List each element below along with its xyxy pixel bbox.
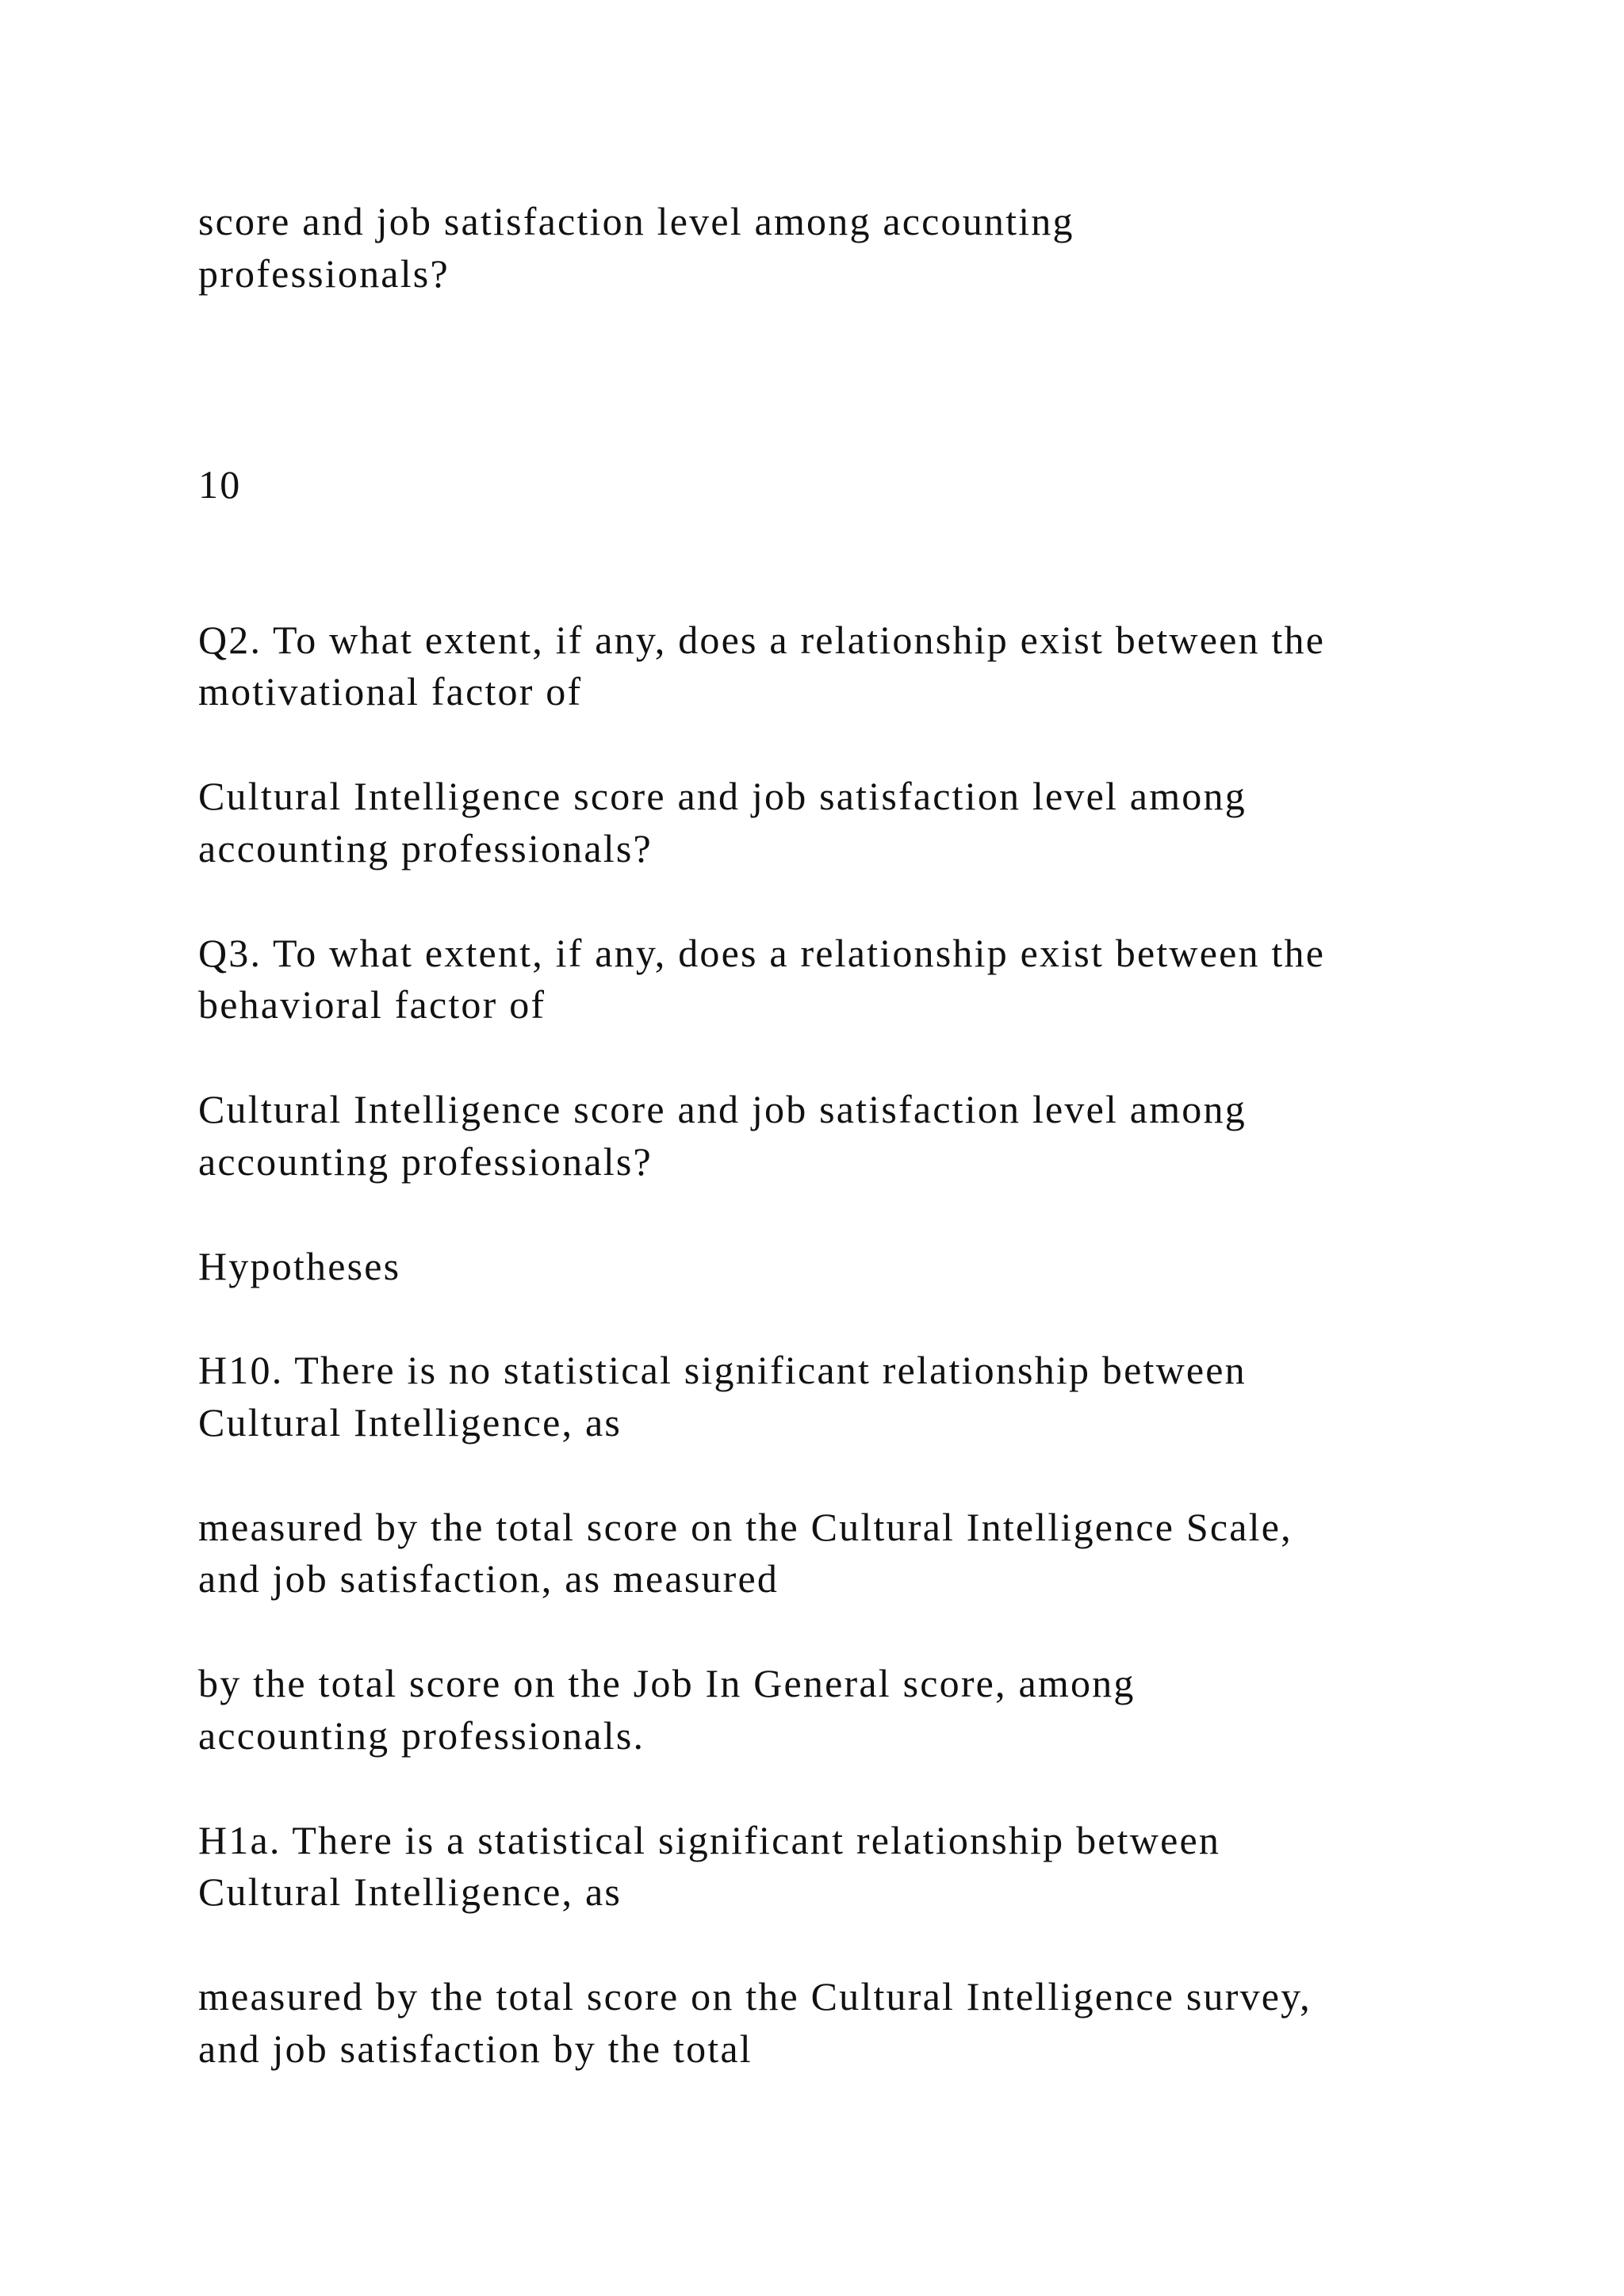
hypothesis-h1a-line-2: Cultural Intelligence, as	[198, 1869, 622, 1914]
question-q3-line-4: accounting professionals?	[198, 1139, 653, 1184]
section-heading-hypotheses: Hypotheses	[198, 1244, 401, 1288]
question-q3-line-2: behavioral factor of	[198, 982, 546, 1027]
hypothesis-h10-line-6: accounting professionals.	[198, 1713, 645, 1758]
hypothesis-h10-line-5: by the total score on the Job In General score, among	[198, 1661, 1136, 1705]
question-q3-line-1: Q3. To what extent, if any, does a relationship exist between the	[198, 931, 1326, 975]
hypothesis-h1a-line-3: measured by the total score on the Cultural Intelligence survey,	[198, 1974, 1312, 2019]
page-number: 10	[198, 462, 242, 507]
hypothesis-h10-line-2: Cultural Intelligence, as	[198, 1400, 622, 1445]
question-q2-line-1: Q2. To what extent, if any, does a relationship exist between the	[198, 618, 1326, 662]
hypothesis-h1a-line-1: H1a. There is a statistical significant relationship between	[198, 1818, 1221, 1862]
text-line-1: score and job satisfaction level among accounting	[198, 199, 1074, 243]
hypothesis-h10-line-1: H10. There is no statistical significant relationship between	[198, 1348, 1247, 1392]
question-q2-line-2: motivational factor of	[198, 669, 583, 714]
question-q2-line-4: accounting professionals?	[198, 826, 653, 871]
hypothesis-h1a-line-4: and job satisfaction by the total	[198, 2026, 753, 2071]
text-line-2: professionals?	[198, 251, 450, 296]
question-q2-line-3: Cultural Intelligence score and job satisfaction level among	[198, 774, 1247, 818]
hypothesis-h10-line-3: measured by the total score on the Cultural Intelligence Scale,	[198, 1505, 1293, 1549]
hypothesis-h10-line-4: and job satisfaction, as measured	[198, 1556, 779, 1601]
question-q3-line-3: Cultural Intelligence score and job satisfaction level among	[198, 1087, 1247, 1131]
